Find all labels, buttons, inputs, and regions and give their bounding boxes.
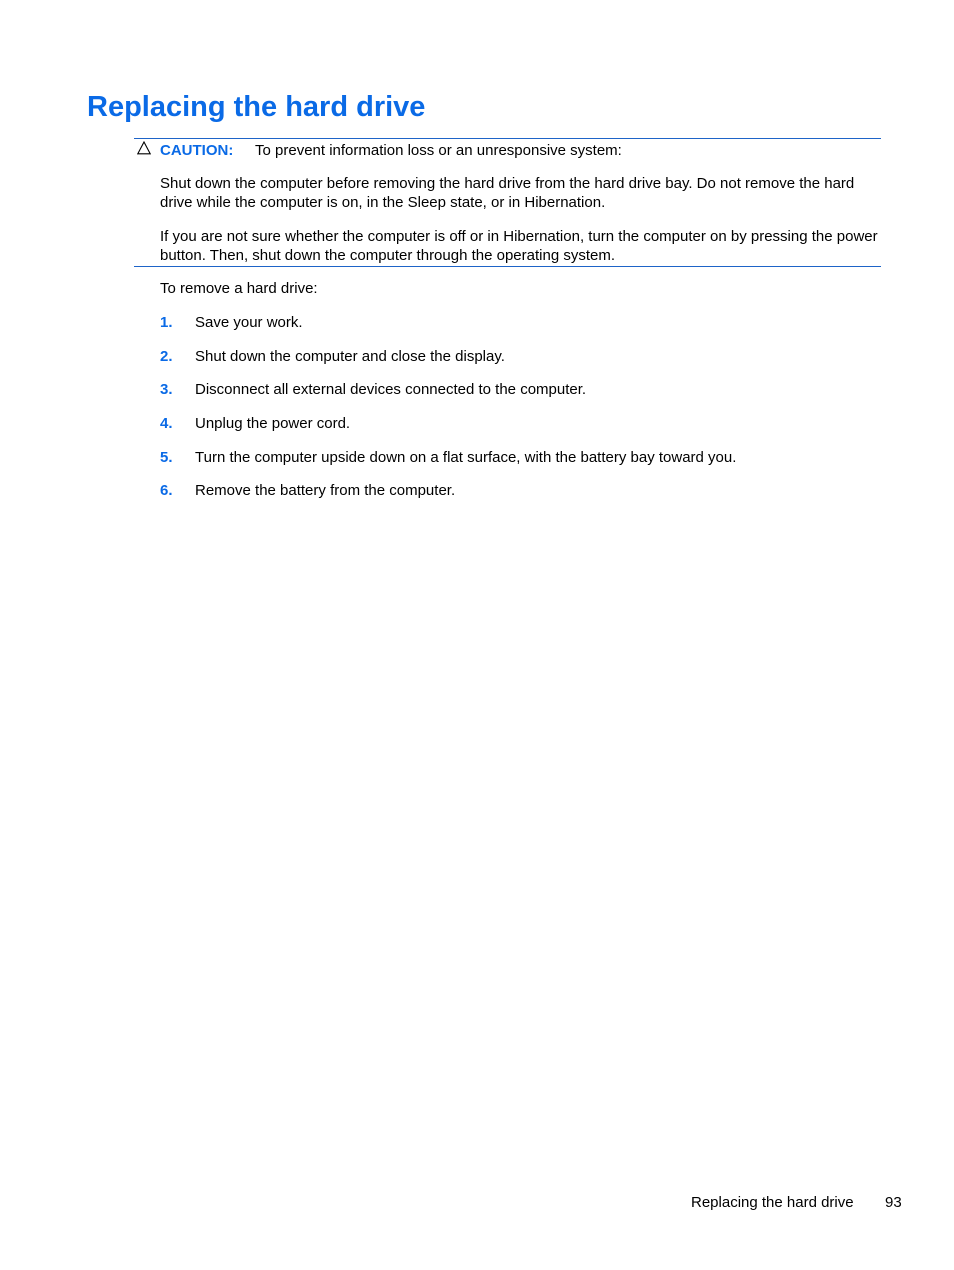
step-text: Shut down the computer and close the display. [195, 348, 505, 365]
caution-notice [134, 138, 881, 267]
step-text: Remove the battery from the computer. [195, 482, 456, 499]
step-text: Unplug the power cord. [195, 415, 351, 432]
step-number: 1. [160, 314, 173, 331]
caution-label: CAUTION: [160, 142, 234, 159]
step-text: Disconnect all external devices connected to the computer. [195, 381, 587, 398]
step-number: 5. [160, 449, 173, 466]
page-title: Replacing the hard drive [87, 91, 426, 123]
step-text: Turn the computer upside down on a flat surface, with the battery bay toward you. [195, 449, 737, 466]
caution-intro: To prevent information loss or an unresponsive system: [255, 142, 622, 159]
warning-triangle-icon [137, 141, 151, 155]
footer-section-title: Replacing the hard drive [691, 1194, 854, 1211]
procedure-intro: To remove a hard drive: [160, 280, 318, 297]
step-number: 6. [160, 482, 173, 499]
caution-paragraph: Shut down the computer before removing the hard drive from the hard drive bay. Do not remove the hard drive while the computer is on, in the Sleep state, or in Hibernation. [160, 175, 855, 211]
step-number: 3. [160, 381, 173, 398]
footer-page-number: 93 [885, 1194, 902, 1211]
step-number: 4. [160, 415, 173, 432]
step-number: 2. [160, 348, 173, 365]
step-text: Save your work. [195, 314, 303, 331]
caution-paragraph: If you are not sure whether the computer is off or in Hibernation, turn the computer on by pressing the power button. Then, shut down the computer through the operating system. [160, 228, 878, 264]
